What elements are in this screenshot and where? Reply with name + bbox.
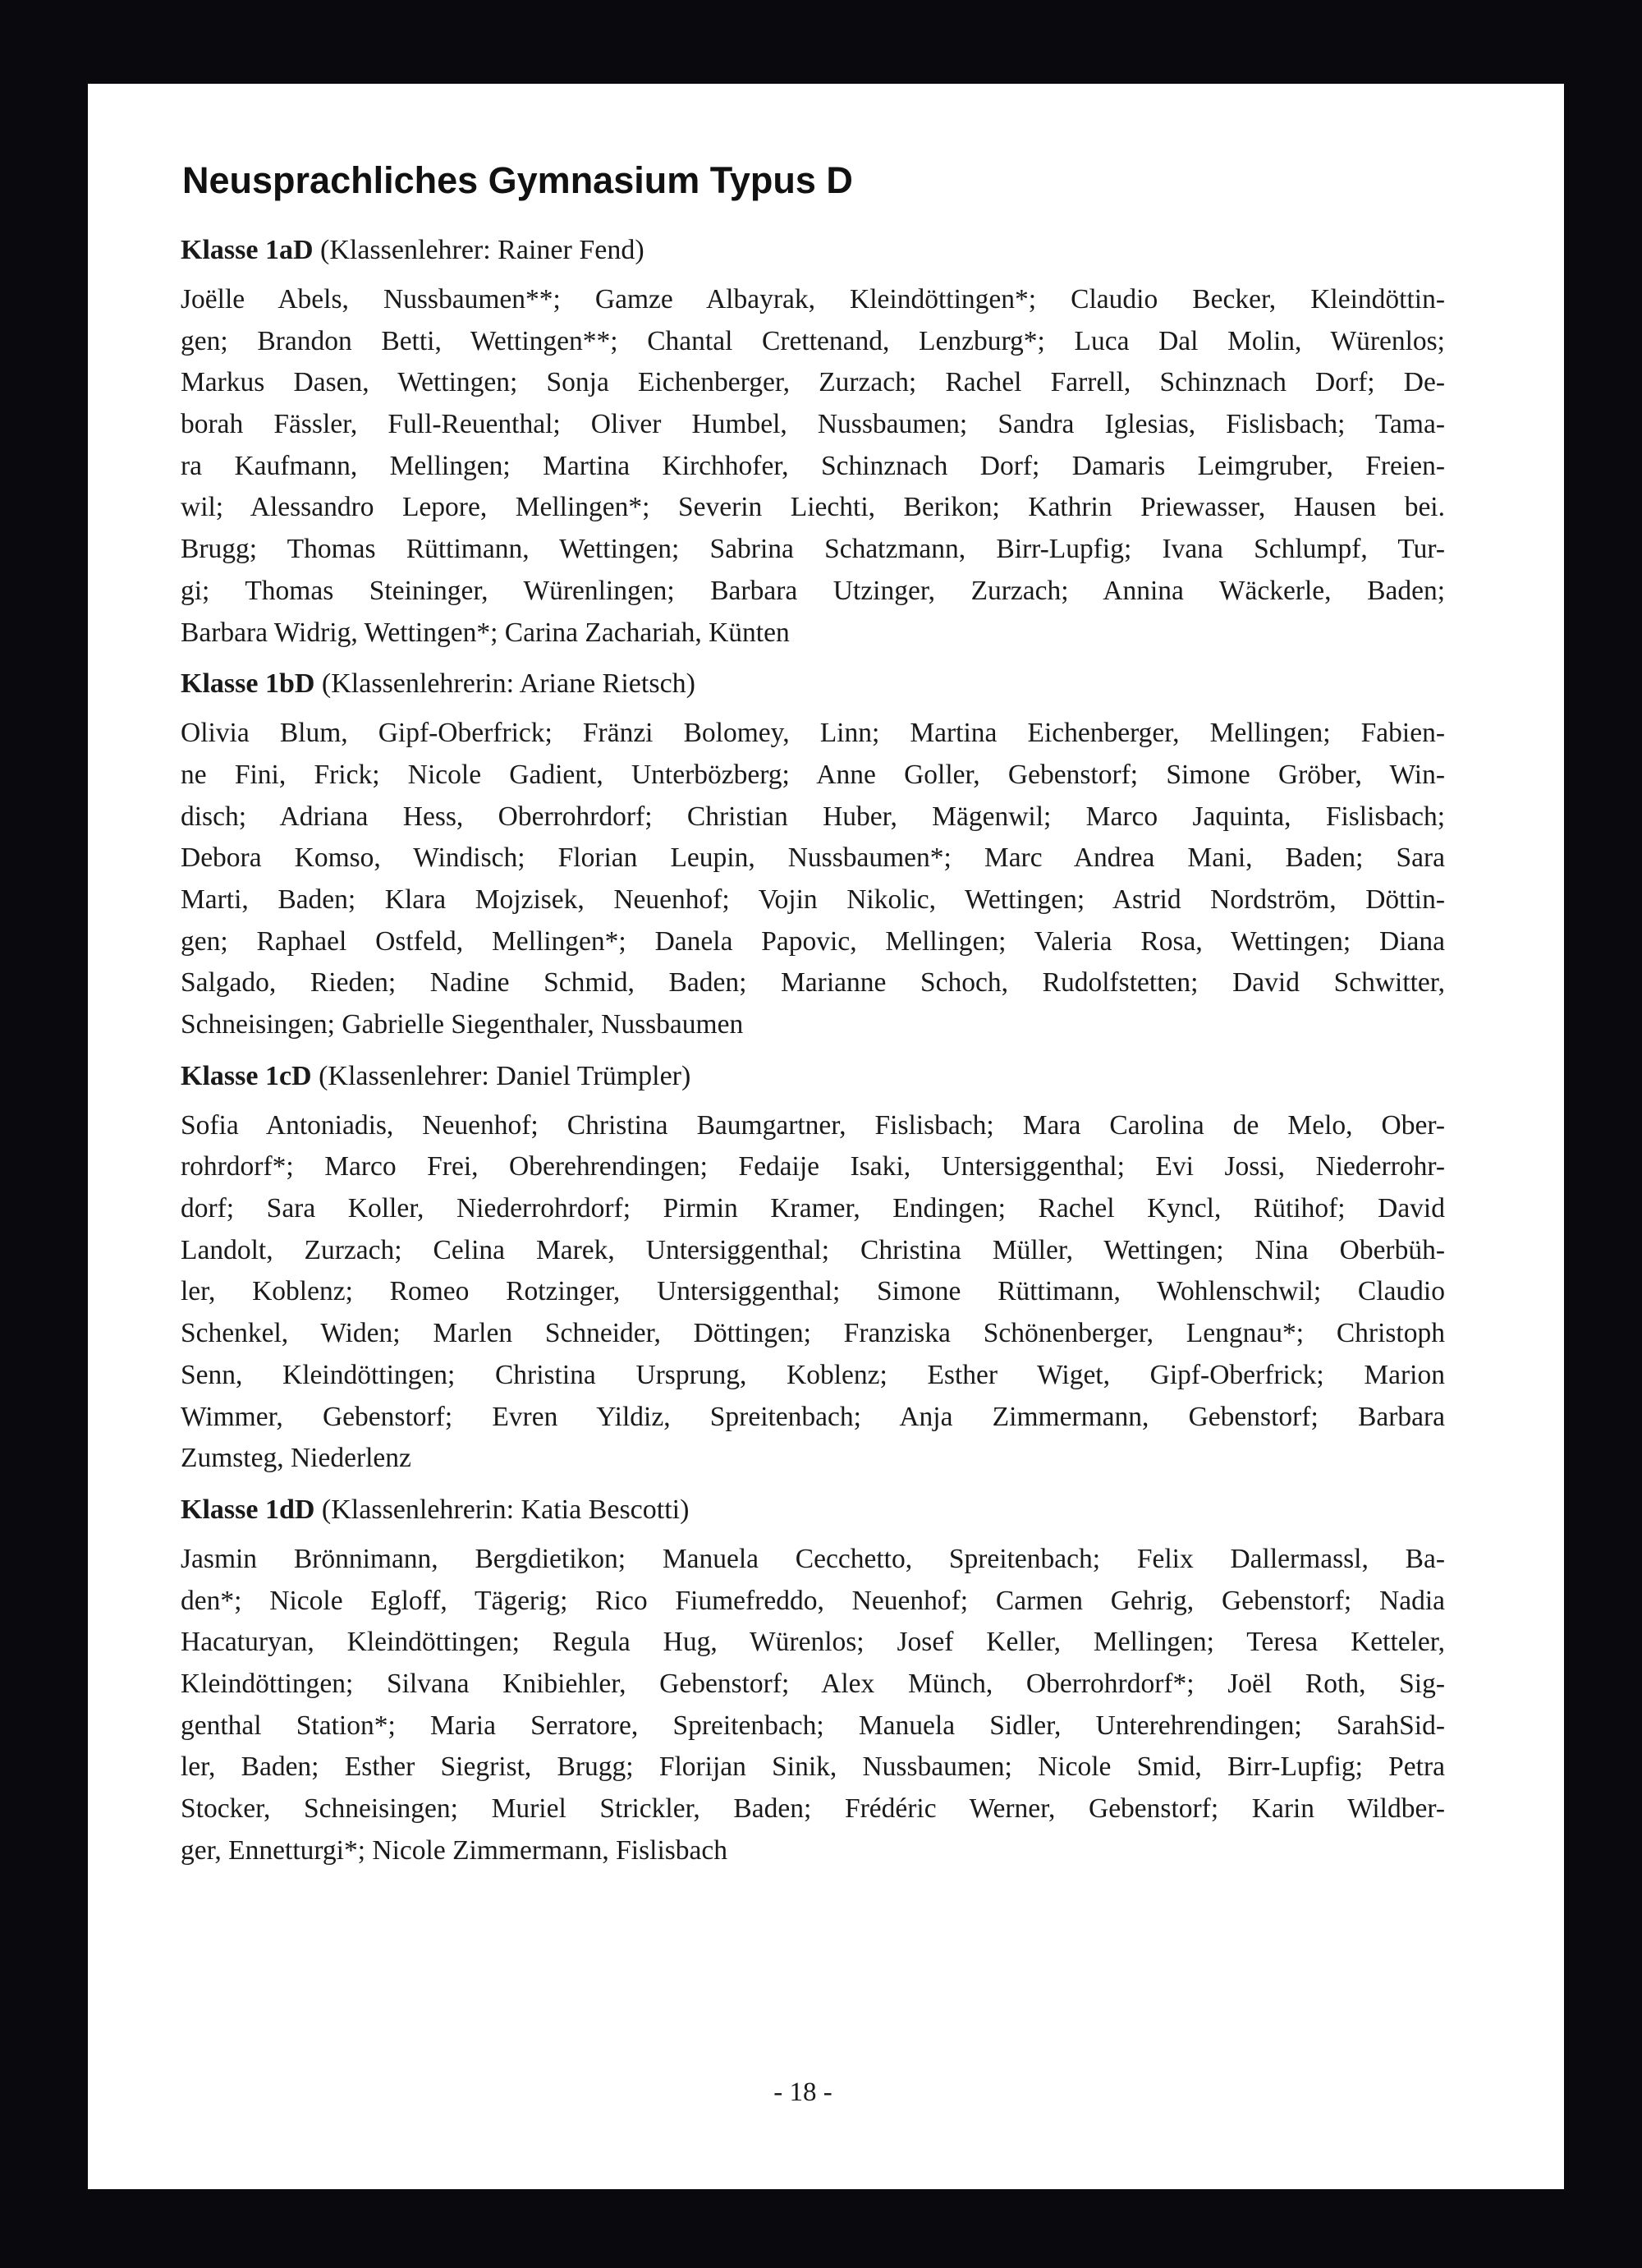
student-list-line: Schenkel, Widen; Marlen Schneider, Döttingen; Franziska Schönenberger, Lengnau*; Christoph: [181, 1318, 1445, 1349]
student-list-line: ra Kaufmann, Mellingen; Martina Kirchhofer, Schinznach Dorf; Damaris Leimgruber, Freien-: [181, 450, 1445, 481]
student-list-line: gen; Raphael Ostfeld, Mellingen*; Danela Papovic, Mellingen; Valeria Rosa, Wettingen; Diana: [181, 925, 1445, 957]
student-list-line: ler, Baden; Esther Siegrist, Brugg; Florijan Sinik, Nussbaumen; Nicole Smid, Birr-Lupfig; Petra: [181, 1752, 1445, 1783]
class-name: Klasse 1aD: [181, 235, 314, 265]
class-teacher: (Klassenlehrer: Rainer Fend): [320, 235, 644, 265]
student-list-line: ger, Ennetturgi*; Nicole Zimmermann, Fislisbach: [181, 1834, 728, 1866]
page-title: Neusprachliches Gymnasium Typus D: [182, 159, 853, 201]
class-name: Klasse 1bD: [181, 668, 315, 700]
student-list-line: Olivia Blum, Gipf-Oberfrick; Fränzi Bolomey, Linn; Martina Eichenberger, Mellingen; Fabien-: [181, 718, 1445, 749]
student-list-line: Jasmin Brönnimann, Bergdietikon; Manuela Cecchetto, Spreitenbach; Felix Dallermassl, Ba-: [181, 1543, 1445, 1574]
class-name: Klasse 1dD: [181, 1494, 315, 1525]
student-list-line: rohrdorf*; Marco Frei, Oberehrendingen; Fedaije Isaki, Untersiggenthal; Evi Jossi, Niederrohr-: [181, 1151, 1445, 1182]
student-list-line: Zumsteg, Niederlenz: [181, 1443, 411, 1474]
student-list-line: genthal Station*; Maria Serratore, Spreitenbach; Manuela Sidler, Unterehrendingen; SarahSid-: [181, 1710, 1445, 1741]
student-list-line: gi; Thomas Steininger, Würenlingen; Barbara Utzinger, Zurzach; Annina Wäckerle, Baden;: [181, 575, 1445, 606]
student-list-line: Sofia Antoniadis, Neuenhof; Christina Baumgartner, Fislisbach; Mara Carolina de Melo, Ober-: [181, 1109, 1445, 1141]
class-section-1cD: [181, 1056, 1445, 1480]
student-list-line: den*; Nicole Egloff, Tägerig; Rico Fiumefreddo, Neuenhof; Carmen Gehrig, Gebenstorf; Nadia: [181, 1585, 1445, 1616]
student-list-line: wil; Alessandro Lepore, Mellingen*; Severin Liechti, Berikon; Kathrin Priewasser, Hausen bei.: [181, 492, 1445, 523]
student-list-line: Hacaturyan, Kleindöttingen; Regula Hug, Würenlos; Josef Keller, Mellingen; Teresa Ketteler,: [181, 1627, 1445, 1658]
class-heading: [181, 230, 1445, 271]
student-list-line: gen; Brandon Betti, Wettingen**; Chantal Crettenand, Lenzburg*; Luca Dal Molin, Würenlos;: [181, 325, 1445, 356]
page-number: - 18 -: [773, 2077, 832, 2107]
student-list: [181, 1105, 1445, 1480]
student-list: [181, 279, 1445, 654]
class-heading: [181, 1490, 1445, 1531]
student-list-line: disch; Adriana Hess, Oberrohrdorf; Christian Huber, Mägenwil; Marco Jaquinta, Fislisbach;: [181, 801, 1445, 832]
class-teacher: (Klassenlehrerin: Katia Bescotti): [321, 1494, 690, 1525]
student-list-line: Brugg; Thomas Rüttimann, Wettingen; Sabrina Schatzmann, Birr-Lupfig; Ivana Schlumpf, Tur-: [181, 534, 1445, 565]
student-list-line: Markus Dasen, Wettingen; Sonja Eichenberger, Zurzach; Rachel Farrell, Schinznach Dorf; De-: [181, 367, 1445, 398]
student-list-line: Salgado, Rieden; Nadine Schmid, Baden; Marianne Schoch, Rudolfstetten; David Schwitter,: [181, 967, 1445, 999]
student-list-line: Marti, Baden; Klara Mojzisek, Neuenhof; Vojin Nikolic, Wettingen; Astrid Nordström, Döttin-: [181, 884, 1445, 915]
class-section-1bD: [181, 663, 1445, 1046]
student-list-line: Kleindöttingen; Silvana Knibiehler, Gebenstorf; Alex Münch, Oberrohrdorf*; Joël Roth, Sig-: [181, 1668, 1445, 1699]
student-list-line: borah Fässler, Full-Reuenthal; Oliver Humbel, Nussbaumen; Sandra Iglesias, Fislisbach; Tama-: [181, 409, 1445, 440]
class-teacher: (Klassenlehrer: Daniel Trümpler): [319, 1060, 691, 1091]
student-list: [181, 713, 1445, 1046]
student-list-line: ler, Koblenz; Romeo Rotzinger, Untersiggenthal; Simone Rüttimann, Wohlenschwil; Claudio: [181, 1276, 1445, 1307]
class-heading: [181, 663, 1445, 705]
student-list-line: Joëlle Abels, Nussbaumen**; Gamze Albayrak, Kleindöttingen*; Claudio Becker, Kleindöttin-: [181, 284, 1445, 314]
student-list: [181, 1539, 1445, 1872]
student-list-line: Senn, Kleindöttingen; Christina Ursprung, Koblenz; Esther Wiget, Gipf-Oberfrick; Marion: [181, 1359, 1445, 1390]
class-teacher: (Klassenlehrerin: Ariane Rietsch): [321, 668, 695, 700]
class-section-1aD: [181, 230, 1445, 654]
student-list-line: Stocker, Schneisingen; Muriel Strickler, Baden; Frédéric Werner, Gebenstorf; Karin Wildber-: [181, 1793, 1445, 1824]
student-list-line: ne Fini, Frick; Nicole Gadient, Unterbözberg; Anne Goller, Gebenstorf; Simone Gröber, Win-: [181, 759, 1445, 790]
student-list-line: Debora Komso, Windisch; Florian Leupin, Nussbaumen*; Marc Andrea Mani, Baden; Sara: [181, 842, 1445, 874]
student-list-line: Schneisingen; Gabrielle Siegenthaler, Nussbaumen: [181, 1009, 744, 1040]
page-content: [181, 156, 1445, 1871]
class-heading: [181, 1056, 1445, 1097]
student-list-line: Wimmer, Gebenstorf; Evren Yildiz, Spreitenbach; Anja Zimmermann, Gebenstorf; Barbara: [181, 1401, 1445, 1432]
class-section-1dD: [181, 1490, 1445, 1872]
student-list-line: dorf; Sara Koller, Niederrohrdorf; Pirmin Kramer, Endingen; Rachel Kyncl, Rütihof; David: [181, 1193, 1445, 1224]
class-name: Klasse 1cD: [181, 1060, 312, 1091]
student-list-line: Barbara Widrig, Wettingen*; Carina Zachariah, Künten: [181, 617, 790, 648]
student-list-line: Landolt, Zurzach; Celina Marek, Untersiggenthal; Christina Müller, Wettingen; Nina Oberbüh-: [181, 1234, 1445, 1265]
document-page: [88, 84, 1564, 2189]
